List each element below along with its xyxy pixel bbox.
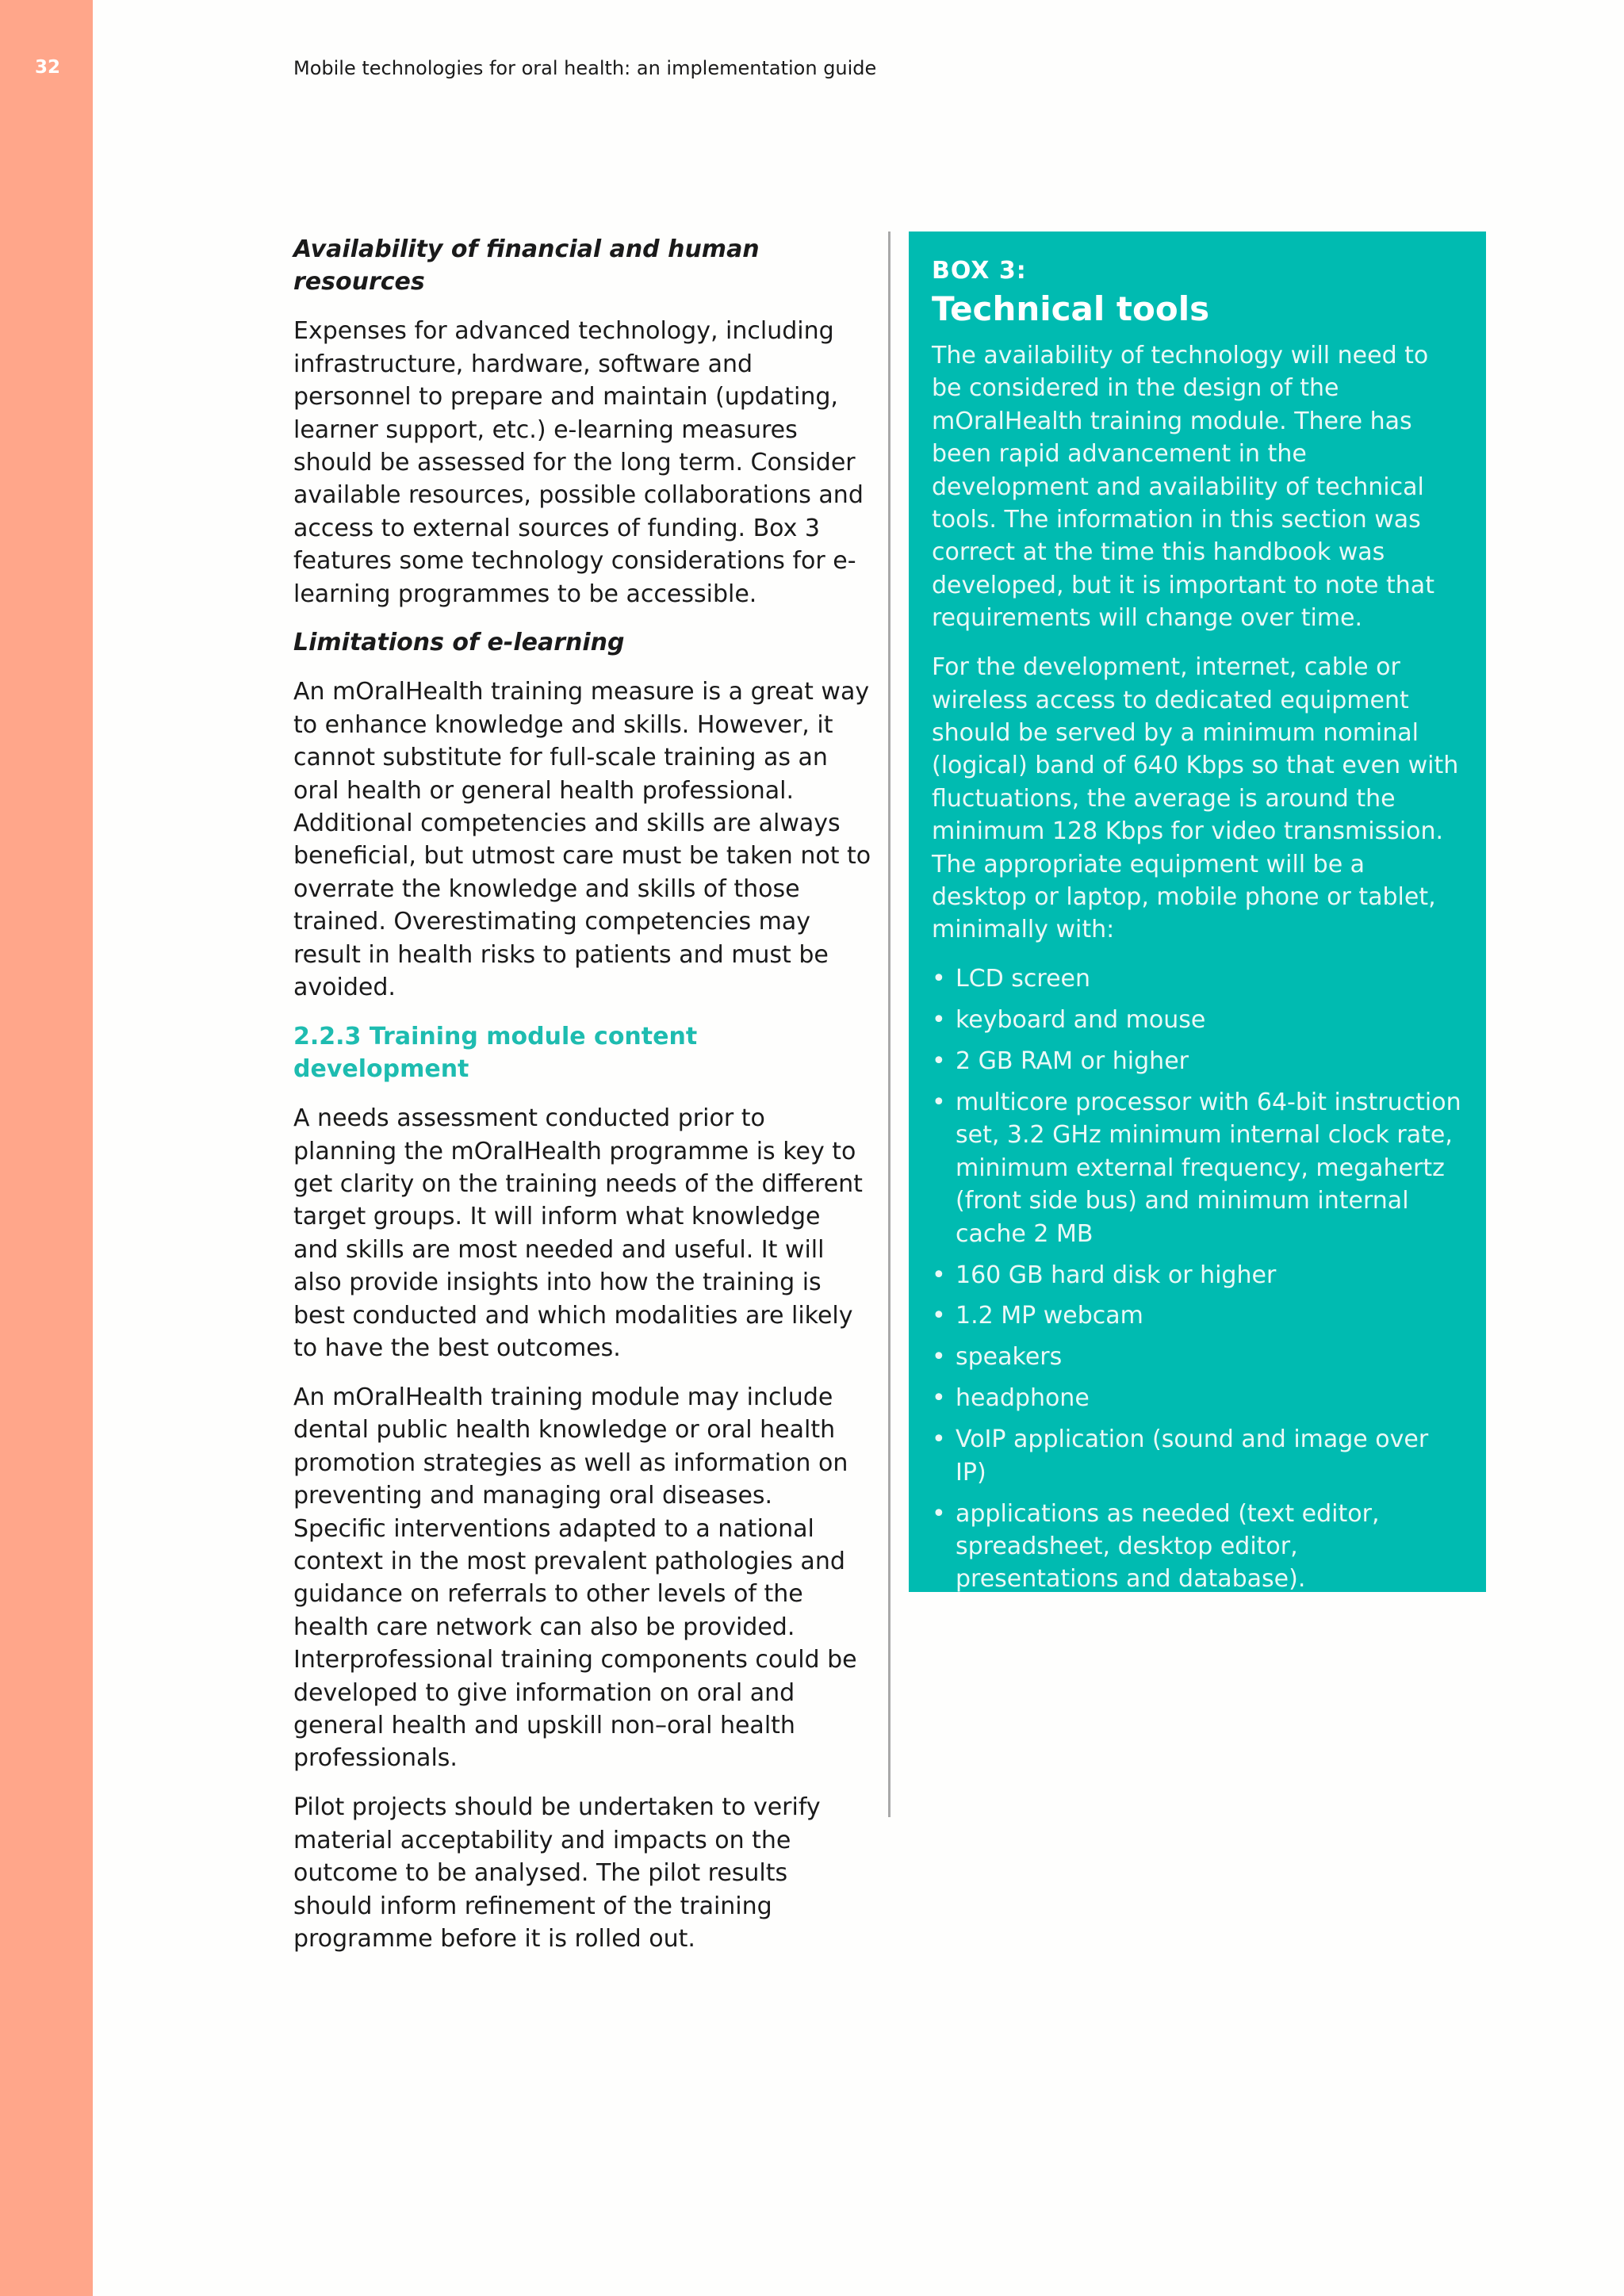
- bullet-icon: •: [932, 1006, 946, 1035]
- paragraph-resources: Expenses for advanced technology, including infrastructure, hardware, software and personnel to prepare and maintain (updating, learner support, etc.) e-learning measures should be assessed for the long term. Consider available resources, possible collaborations and access to external sources of funding. Box 3 features some technology considerations for e-learning programmes to be accessible.: [293, 317, 864, 608]
- bullet-icon: •: [932, 1425, 946, 1454]
- list-item-text: headphone: [956, 1384, 1090, 1413]
- list-item-text: LCD screen: [956, 965, 1091, 993]
- side-color-band: [0, 0, 93, 2296]
- list-item-text: keyboard and mouse: [956, 1006, 1206, 1035]
- column-divider: [888, 232, 891, 1817]
- subheading-limitations: Limitations of e-learning: [293, 629, 625, 657]
- list-item-text: applications as needed (text editor, spreadsheet, desktop editor, presentations and database).: [956, 1499, 1380, 1594]
- box-paragraph-requirements: For the development, internet, cable or wireless access to dedicated equipment should be served by a minimum nominal (logical) band of 640 Kbps so that even with fluctuations, the average is around the minimum 128 Kbps for video transmission. The appropriate equipment will be a desktop or laptop, mobile phone or tablet, minimally with:: [932, 653, 1459, 944]
- bullet-icon: •: [932, 1047, 946, 1076]
- main-column: [293, 233, 872, 1972]
- page-number: 32: [35, 57, 61, 78]
- box-title: Technical tools: [932, 289, 1210, 328]
- list-item: [932, 1498, 1464, 1596]
- list-item: [932, 1341, 1464, 1373]
- technical-tools-box: [909, 232, 1486, 1592]
- running-header: Mobile technologies for oral health: an implementation guide: [293, 57, 877, 79]
- paragraph-module-content: An mOralHealth training module may include dental public health knowledge or oral health promotion strategies as well as information on preventing and managing oral diseases. Specific interventions adapted to a national context in the most prevalent pathologies and guidance on referrals to other levels of the health care network can also be provided. Interprofessional training components could be developed to give information on oral and general health and upskill non–oral health professionals.: [293, 1383, 857, 1773]
- list-item: [932, 1086, 1464, 1250]
- paragraph-limitations: An mOralHealth training measure is a great way to enhance knowledge and skills. However, it cannot substitute for full-scale training as an oral health or general health professional. Additional competencies and skills are always beneficial, but utmost care must be taken not to overrate the knowledge and skills of those trained. Overestimating competencies may result in health risks to patients and must be avoided.: [293, 678, 871, 1002]
- bullet-icon: •: [932, 1499, 946, 1528]
- bullet-icon: •: [932, 1343, 946, 1372]
- list-item: [932, 1299, 1464, 1332]
- list-item: [932, 1004, 1464, 1036]
- bullet-icon: •: [932, 965, 946, 993]
- list-item-text: multicore processor with 64-bit instruction set, 3.2 GHz minimum internal clock rate, minimum external frequency, megahertz (front side bus) and minimum internal cache 2 MB: [956, 1089, 1461, 1248]
- subheading-resources: Availability of financial and human resources: [293, 235, 760, 297]
- equipment-list: [932, 962, 1464, 1595]
- list-item-text: speakers: [956, 1343, 1063, 1372]
- list-item-text: 1.2 MP webcam: [956, 1302, 1143, 1330]
- list-item: [932, 1382, 1464, 1414]
- bullet-icon: •: [932, 1302, 946, 1330]
- bullet-icon: •: [932, 1089, 946, 1117]
- bullet-icon: •: [932, 1384, 946, 1413]
- list-item: [932, 1045, 1464, 1077]
- box-label: BOX 3:: [932, 257, 1027, 285]
- list-item: [932, 1259, 1464, 1292]
- section-heading: 2.2.3 Training module content development: [293, 1022, 698, 1084]
- bullet-icon: •: [932, 1261, 946, 1289]
- list-item-text: VoIP application (sound and image over IP): [956, 1425, 1429, 1487]
- list-item: [932, 1423, 1464, 1489]
- paragraph-pilot-projects: Pilot projects should be undertaken to verify material acceptability and impacts on the outcome to be analysed. The pilot results should inform refinement of the training programme before it is rolled out.: [293, 1793, 821, 1953]
- list-item: [932, 962, 1464, 995]
- box-paragraph-intro: The availability of technology will need to be considered in the design of the mOralHealth training module. There has been rapid advancement in the development and availability of technical tools. The information in this section was correct at the time this handbook was developed, but it is important to note that requirements will change over time.: [932, 342, 1434, 633]
- list-item-text: 160 GB hard disk or higher: [956, 1261, 1277, 1289]
- list-item-text: 2 GB RAM or higher: [956, 1047, 1189, 1076]
- paragraph-needs-assessment: A needs assessment conducted prior to planning the mOralHealth programme is key to get clarity on the training needs of the different target groups. It will inform what knowledge and skills are most needed and useful. It will also provide insights into how the training is best conducted and which modalities are likely to have the best outcomes.: [293, 1104, 863, 1363]
